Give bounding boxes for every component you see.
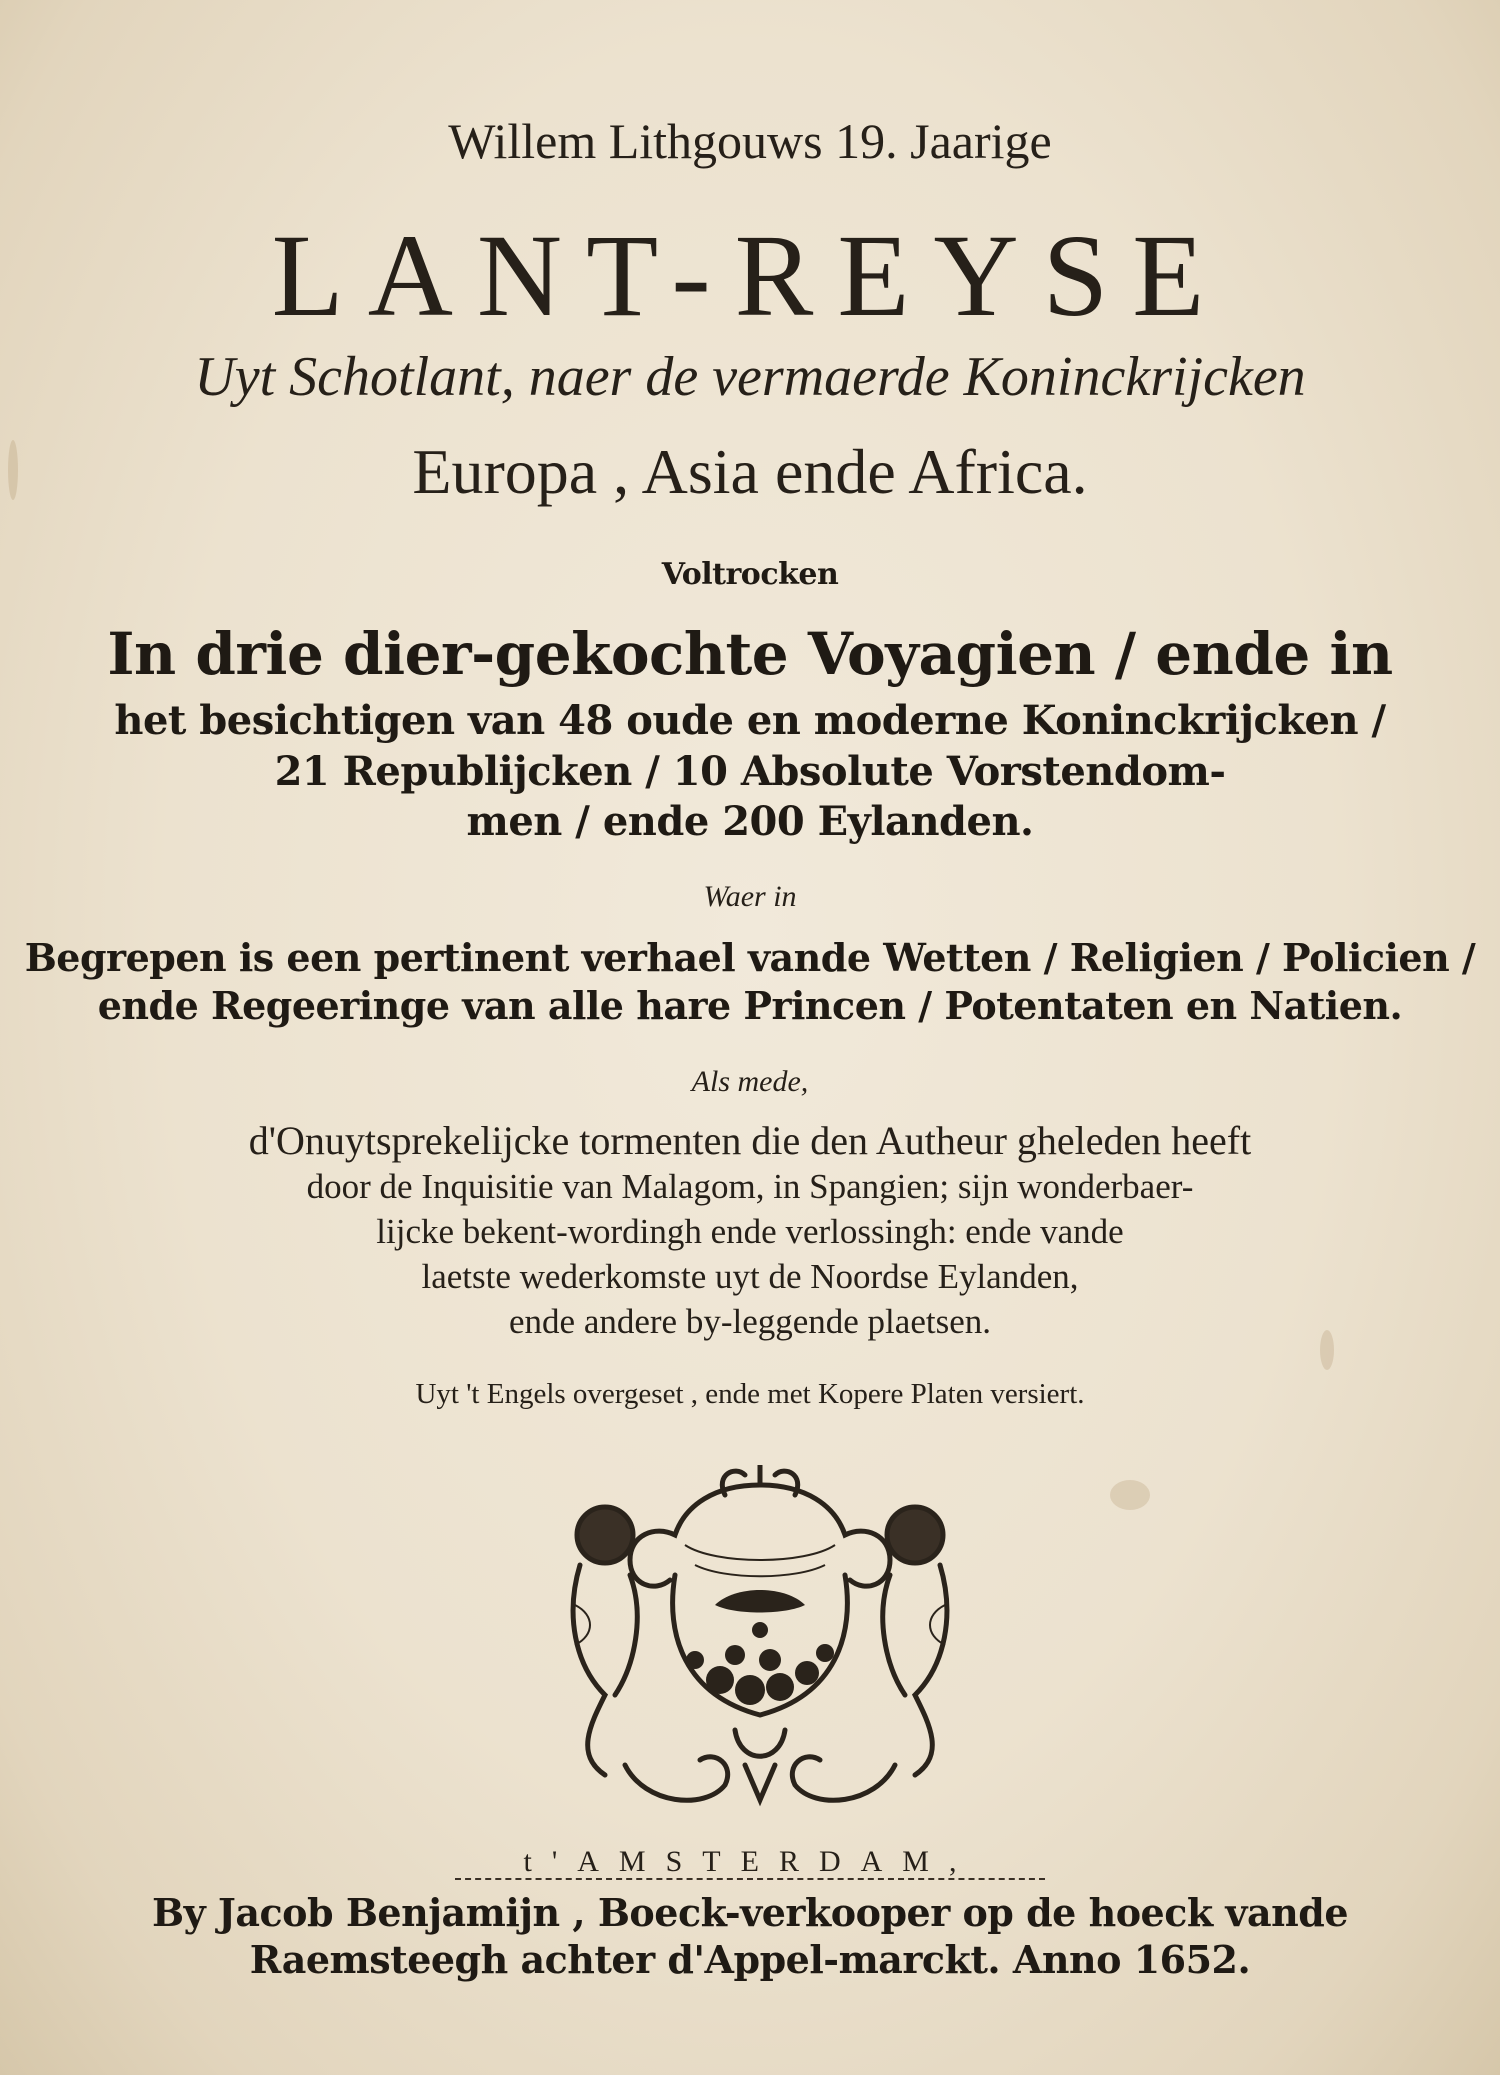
section-heading-als-mede: Als mede, [691, 1065, 809, 1098]
roman-line-1: d'Onuytsprekelijcke tormenten die den Autheur gheleden heeft [248, 1118, 1252, 1163]
blackletter-line-3: 21 Republijcken / 10 Absolute Vorstendom- [274, 748, 1226, 795]
section-heading-waer-in: Waer in [703, 880, 797, 913]
foxing-stain [1110, 1480, 1150, 1510]
translation-note: Uyt 't Engels overgeset , ende met Kopere Platen versiert. [415, 1378, 1085, 1410]
woodcut-ornament [535, 1465, 985, 1820]
imprint-city: t'AMSTERDAM, [523, 1845, 977, 1878]
subtitle-line-1: Uyt Schotlant, naer de vermaerde Koninckrijcken [194, 346, 1306, 408]
blackletter-line-2: het besichtigen van 48 oude en moderne Koninckrijcken / [114, 697, 1386, 744]
author-line: Willem Lithgouws 19. Jaarige [448, 113, 1052, 169]
blackletter-line-4: men / ende 200 Eylanden. [466, 798, 1034, 845]
imprint-line-2: Raemsteegh achter d'Appel-marckt. Anno 1652. [249, 1937, 1251, 1982]
blackletter-line-1: In drie dier-gekochte Voyagien / ende in [107, 620, 1393, 688]
roman-line-3: lijcke bekent-wordingh ende verlossingh: ende vande [376, 1212, 1124, 1251]
roman-line-5: ende andere by-leggende plaetsen. [509, 1302, 991, 1341]
imprint-line-1: By Jacob Benjamijn , Boeck-verkooper op de hoeck vande [152, 1890, 1348, 1935]
roman-line-4: laetste wederkomste uyt de Noordse Eylanden, [421, 1257, 1079, 1296]
roman-line-2: door de Inquisitie van Malagom, in Spangien; sijn wonderbaer- [306, 1167, 1194, 1206]
section-heading-voltrocken: Voltrocken [661, 557, 839, 592]
blackletter-line-5: Begrepen is een pertinent verhael vande Wetten / Religien / Policien / [24, 935, 1476, 980]
main-title: LANT-REYSE [271, 210, 1229, 341]
subtitle-line-2: Europa , Asia ende Africa. [412, 436, 1088, 507]
blackletter-line-6: ende Regeeringe van alle hare Princen / Potentaten en Natien. [97, 983, 1403, 1028]
